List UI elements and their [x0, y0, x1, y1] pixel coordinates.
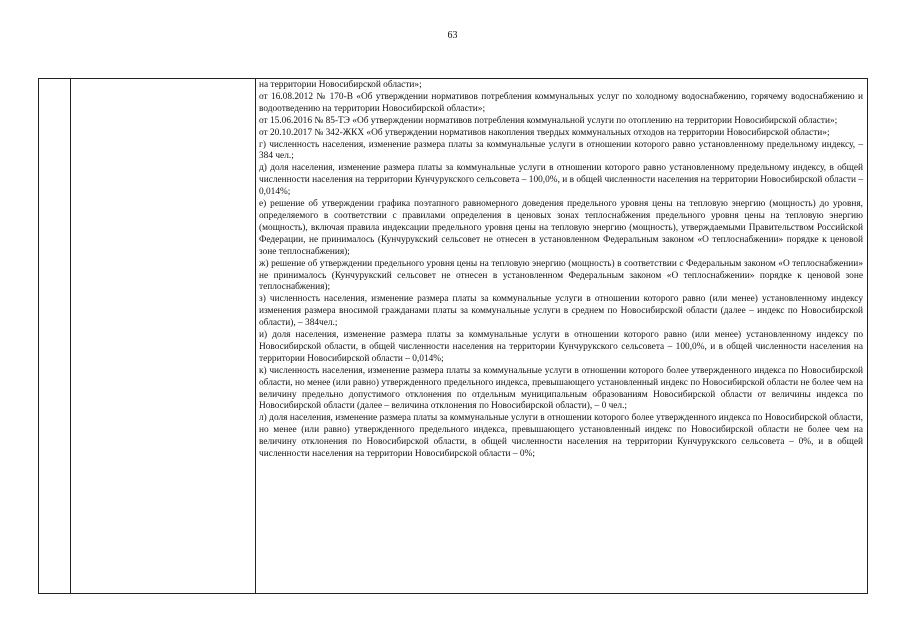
- paragraph: от 16.08.2012 № 170-В «Об утверждении нормативов потребления коммунальных услуг по холодному водоснабжению, горячему водоснабжению и водоотведению на территории Новосибирской области»;: [259, 91, 863, 114]
- paragraph: л) доля населения, изменение размера платы за коммунальные услуги в отношении которого более утвержденного индекса по Новосибирской области, но менее (или равно) утвержденного предельного индекса, превышающего установленный индекс по Новосибирской области не более чем на величину отклонения по Новосибирской области, в общей численности населения на территории Кунчурукского сельсовета – 0%, и в общей численности населения на территории Новосибирской области – 0%;: [259, 413, 863, 460]
- paragraph: е) решение об утверждении графика поэтапного равномерного доведения предельного уровня цены на тепловую энергию (мощность) до уровня, определяемого в соответствии с правилами определения в ценовых зонах теплоснабжения предельного уровня цены на тепловую энергию (мощность), включая правила индексации предельного уровня цены на тепловую энергию (мощность), утверждаемыми Правительством Российской Федерации, не принималось (Кунчурукский сельсовет не отнесен в установленном Федеральным законом «О теплоснабжении» порядке к ценовой зоне теплоснабжения);: [259, 199, 863, 257]
- paragraph: д) доля населения, изменение размера платы за коммунальные услуги в отношении которого равно установленному предельному индексу, в общей численности населения на территории Кунчурукского сельсовета – 100,0%, и в общей численности населения на территории Новосибирской области – 0,014%;: [259, 163, 863, 198]
- paragraph: и) доля населения, изменение размера платы за коммунальные услуги в отношении которого равно (или менее) установленному индексу по Новосибирской области, в общей численности населения на территории Кунчурукского сельсовета – 100,0%, и в общей численности населения на территории Новосибирской области – 0,014%;: [259, 330, 863, 364]
- paragraph: от 20.10.2017 № 342-ЖКХ «Об утверждении нормативов накопления твердых коммунальных отходов на территории Новосибирской области»;: [259, 127, 830, 138]
- page-number: 63: [447, 30, 458, 41]
- paragraph: на территории Новосибирской области»;: [259, 80, 422, 90]
- paragraph: з) численность населения, изменение размера платы за коммунальные услуги в отношении которого равно (или менее) установленному индексу изменения размера вносимой гражданами платы за коммунальные услуги в среднем по Новосибирской области (далее – индекс по Новосибирской области), – 384чел.;: [259, 294, 863, 329]
- paragraph: г) численность населения, изменение размера платы за коммунальные услуги в отношении которого равно установленному предельному индексу, – 384 чел.;: [259, 139, 863, 162]
- document-table: [38, 78, 868, 594]
- paragraph: к) численность населения, изменение размера платы за коммунальные услуги в отношении которого более утвержденного индекса по Новосибирской области, но менее (или равно) утвержденного предельного индекса, превышающего установленный индекс по Новосибирской области не более чем на величину предельно допустимого отклонения по отдельным муниципальным образованиям Новосибирской области от величины индекса по Новосибирской области (далее – величина отклонения по Новосибирской области), – 0 чел.;: [259, 365, 863, 412]
- content-cell: [257, 80, 865, 461]
- column-divider: [70, 79, 71, 593]
- paragraph: ж) решение об утверждении предельного уровня цены на тепловую энергию (мощность) в соответствии с Федеральным законом «О теплоснабжении» не принималось (Кунчурукский сельсовет не отнесен в установленном Федеральным законом «О теплоснабжении» порядке к ценовой зоне теплоснабжения);: [259, 258, 863, 293]
- column-divider: [255, 79, 256, 593]
- paragraph: от 15.06.2016 № 85-ТЭ «Об утверждении нормативов потребления коммунальной услуги по отоплению на территории Новосибирской области»;: [259, 115, 838, 126]
